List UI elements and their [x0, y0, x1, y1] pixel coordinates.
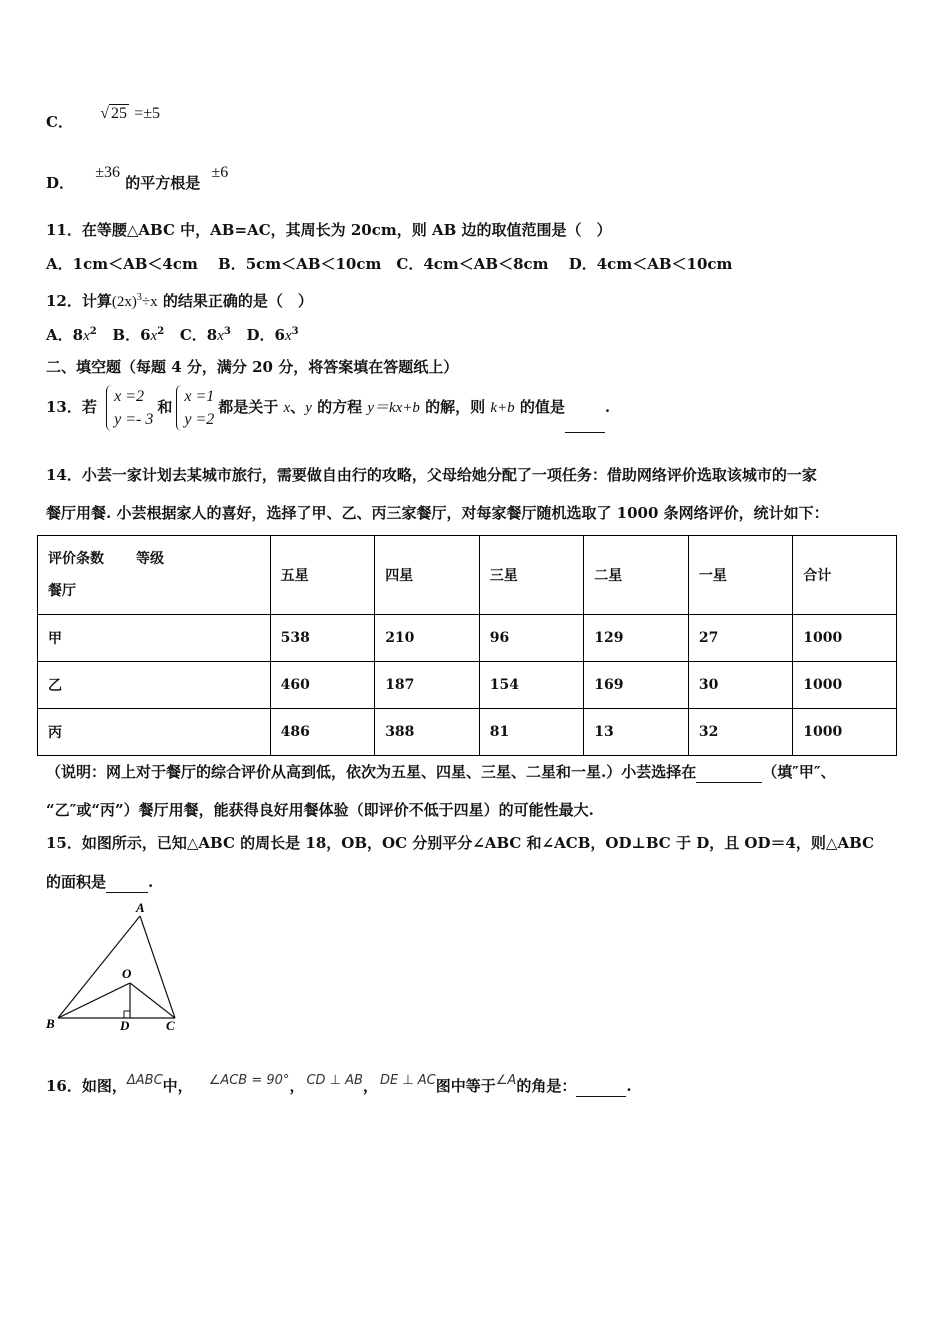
math-angle-a: ∠A: [495, 1073, 517, 1088]
segment-ob: [58, 983, 130, 1018]
q12-option-b: B．$6x^2$: [112, 326, 165, 344]
q16: 16．如图，ΔABC中， ∠ACB = 90°， CD ⊥ AB， DE ⊥ AC图中等于∠A的角是： .: [46, 1073, 632, 1095]
q11-stem: 11．在等腰△ABC 中，AB=AC，其周长为 20cm，则 AB 边的取值范围是（ ）: [46, 221, 612, 239]
label-b: B: [46, 1016, 55, 1031]
q13: 13．若 x =2 y =- 3 和 x =1 y =2 都是关于 x、y 的方程 y＝kx+b 的解，则 k+b 的值是 .: [46, 382, 610, 433]
q14-note1: （说明：网上对于餐厅的综合评价从高到低，依次为五星、四星、三星、二星和一星.）小芸选择在 （填″甲″、: [46, 763, 836, 781]
q15-line2: 的面积是 .: [46, 873, 154, 891]
rating-table: [37, 535, 897, 756]
cell: 96: [479, 615, 584, 662]
row-name: 甲: [38, 615, 271, 662]
cell: 187: [375, 662, 480, 709]
cell: 13: [584, 709, 689, 756]
q12-expr: $(2x)^3\div x$: [111, 292, 158, 310]
label-d: D: [120, 1018, 130, 1033]
math-cd-perp: CD ⊥ AB: [306, 1073, 363, 1088]
cell: 1000: [793, 709, 897, 756]
table-row: [38, 662, 897, 709]
q14-line1: 14．小芸一家计划去某城市旅行，需要做自由行的攻略，父母给她分配了一项任务：借助网络评价选取该城市的一家: [46, 466, 817, 484]
q12-stem: 12．计算$(2x)^3\div x$ 的结果正确的是（ ）: [46, 292, 313, 310]
answer-blank[interactable]: [565, 382, 605, 433]
d-result: ±6: [211, 164, 229, 181]
cell: 388: [375, 709, 480, 756]
label-o: O: [122, 966, 132, 981]
math-de-perp: DE ⊥ AC: [379, 1073, 436, 1088]
segment-oc: [130, 983, 175, 1018]
option-label: C．: [46, 113, 73, 131]
side-ac: [140, 916, 175, 1018]
table-row: [38, 709, 897, 756]
header-cell: 五星: [270, 536, 375, 615]
cell: 129: [584, 615, 689, 662]
q12-options: [46, 322, 299, 346]
q15-line1: 15．如图所示，已知△ABC 的周长是 18，OB，OC 分别平分∠ABC 和∠ACB，OD⊥BC 于 D，且 OD＝4，则△ABC: [46, 834, 875, 852]
c-rhs: =±5: [134, 105, 161, 122]
math-angle: ∠ACB = 90°: [208, 1073, 290, 1088]
q14-note2: “乙″或“丙”）餐厅用餐，能获得良好用餐体验（即评价不低于四星）的可能性最大.: [46, 801, 594, 819]
section-title: 二、填空题（每题 4 分，满分 20 分，将答案填在答题纸上）: [46, 358, 459, 376]
header-cell: 四星: [375, 536, 480, 615]
header-cell: 一星: [688, 536, 792, 615]
q12-option-c: C．$8x^3$: [179, 326, 231, 344]
d-value: ±36: [95, 164, 121, 181]
q12-option-d: D．$6x^3$: [246, 326, 299, 344]
label-a: A: [136, 900, 145, 915]
cell: 169: [584, 662, 689, 709]
cell: 27: [688, 615, 792, 662]
triangle-figure: [40, 898, 190, 1038]
equation-system-2: x =1 y =2: [176, 385, 214, 431]
cell: 154: [479, 662, 584, 709]
cell: 486: [270, 709, 375, 756]
row-name: 丙: [38, 709, 271, 756]
q11-options: A．1cm＜AB＜4cm B．5cm＜AB＜10cm C．4cm＜AB＜8cm D．4cm＜AB＜10cm: [46, 255, 733, 273]
cell: 1000: [793, 615, 897, 662]
q14-line2: 餐厅用餐. 小芸根据家人的喜好，选择了甲、乙、丙三家餐厅，对每家餐厅随机选取了 1000 条网络评价，统计如下：: [46, 504, 829, 522]
cell: 32: [688, 709, 792, 756]
header-cell: 二星: [584, 536, 689, 615]
equation-system-1: x =2 y =- 3: [106, 385, 153, 431]
cell: 30: [688, 662, 792, 709]
table-row: [38, 615, 897, 662]
q12-option-a: A．$8x^2$: [46, 326, 97, 344]
cell: 81: [479, 709, 584, 756]
answer-blank[interactable]: [106, 872, 148, 893]
radicand: 25: [110, 105, 127, 122]
d-text: 的平方根是: [125, 174, 201, 192]
math-abc: ΔABC: [126, 1073, 163, 1088]
cell: 538: [270, 615, 375, 662]
cell: 210: [375, 615, 480, 662]
sqrt-expression: √ 25: [100, 105, 127, 122]
option-label: D．: [46, 174, 75, 192]
table-header-row: [38, 536, 897, 615]
corner-cell: 评价条数 等级 餐厅: [38, 536, 271, 615]
answer-blank[interactable]: [576, 1076, 626, 1097]
cell: 460: [270, 662, 375, 709]
label-c: C: [166, 1018, 175, 1033]
cell: 1000: [793, 662, 897, 709]
answer-blank[interactable]: [696, 762, 762, 783]
header-cell: 合计: [793, 536, 897, 615]
right-angle-mark: [124, 1011, 130, 1018]
q10-option-d: [46, 164, 229, 194]
q10-option-c: [46, 105, 161, 133]
row-name: 乙: [38, 662, 271, 709]
header-cell: 三星: [479, 536, 584, 615]
